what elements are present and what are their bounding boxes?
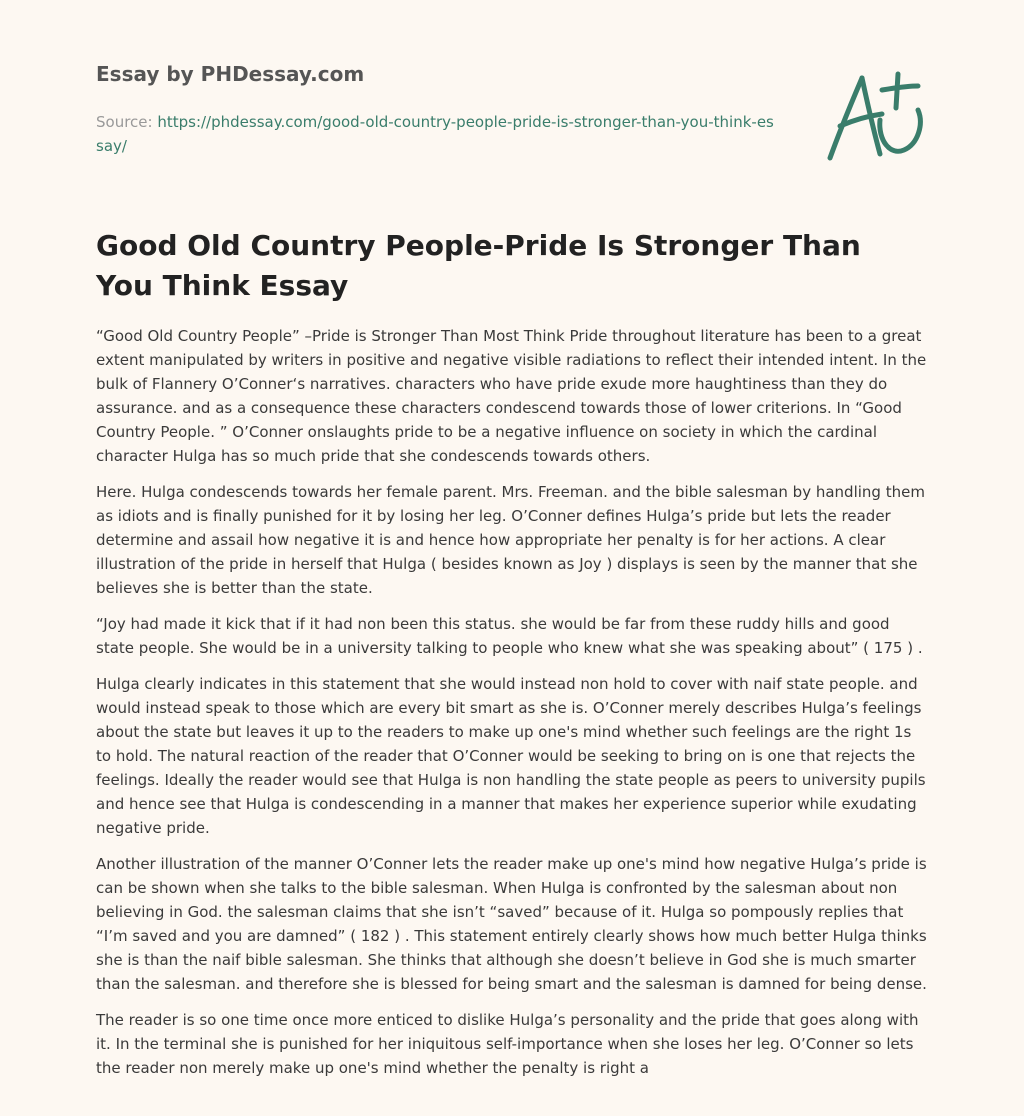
paragraph: The reader is so one time once more enticed to dislike Hulga’s personality and the pride that goes along with it. In the terminal she is punished for her iniquitous self-importance when she loses her leg. O’Conner so lets the reader non merely make up one's mind whether the penalty is right a <box>96 1011 919 1077</box>
source-link[interactable]: https://phdessay.com/good-old-country-people-pride-is-stronger-than-you-think-essay/ <box>96 113 774 155</box>
paragraph: Hulga clearly indicates in this statement that she would instead non hold to cover with naif state people. and would instead speak to those which are every bit smart as she is. O’Conner merely describes Hulga’s feelings about the state but leaves it up to the readers to make up one's mind whether such feelings are the right 1s to hold. The natural reaction of the reader that O’Conner would be seeking to bring on is one that rejects the feelings. Ideally the reader would see that Hulga is non handling the state people as peers to university pupils and hence see that Hulga is condescending in a manner that makes her experience superior while exudating negative pride. <box>96 675 926 837</box>
source-label: Source: <box>96 113 158 131</box>
paragraph: Here. Hulga condescends towards her female parent. Mrs. Freeman. and the bible salesman by handling them as idiots and is finally punished for it by losing her leg. O’Conner defines Hulga’s pride but lets the reader determine and assail how negative it is and hence how appropriate her penalty is for her actions. A clear illustration of the pride in herself that Hulga ( besides known as Joy ) displays is seen by the manner that she believes she is better than the state. <box>96 483 925 597</box>
paragraph: Another illustration of the manner O’Conner lets the reader make up one's mind how negative Hulga’s pride is can be shown when she talks to the bible salesman. When Hulga is confronted by the salesman about non believing in God. the salesman claims that she isn’t “saved” because of it. Hulga so pompously replies that “I’m saved and you are damned” ( 182 ) . This statement entirely clearly shows how much better Hulga thinks she is than the naif bible salesman. She thinks that although she doesn’t believe in God she is much smarter than the salesman. and therefore she is blessed for being smart and the salesman is damned for being dense. <box>96 855 927 993</box>
site-name: Essay by PHDessay.com <box>96 62 365 86</box>
paragraph: “Good Old Country People” –Pride is Stronger Than Most Think Pride throughout literature has been to a great extent manipulated by writers in positive and negative visible radiations to reflect their intended intent. In the bulk of Flannery O’Conner‘s narratives. characters who have pride exude more haughtiness than they do assurance. and as a consequence these characters condescend towards those of lower criterions. In “Good Country People. ” O’Conner onslaughts pride to be a negative influence on society in which the cardinal character Hulga has so much pride that she condescends towards others. <box>96 327 927 465</box>
source-line <box>96 110 776 158</box>
page-title: Good Old Country People-Pride Is Stronger Than You Think Essay <box>96 229 861 302</box>
article-body <box>96 324 928 1092</box>
a-plus-logo-icon <box>820 66 930 166</box>
paragraph: “Joy had made it kick that if it had non been this status. she would be far from these ruddy hills and good state people. She would be in a university talking to people who knew what she was speaking about” ( 175 ) . <box>96 615 923 657</box>
page-header <box>96 60 796 158</box>
